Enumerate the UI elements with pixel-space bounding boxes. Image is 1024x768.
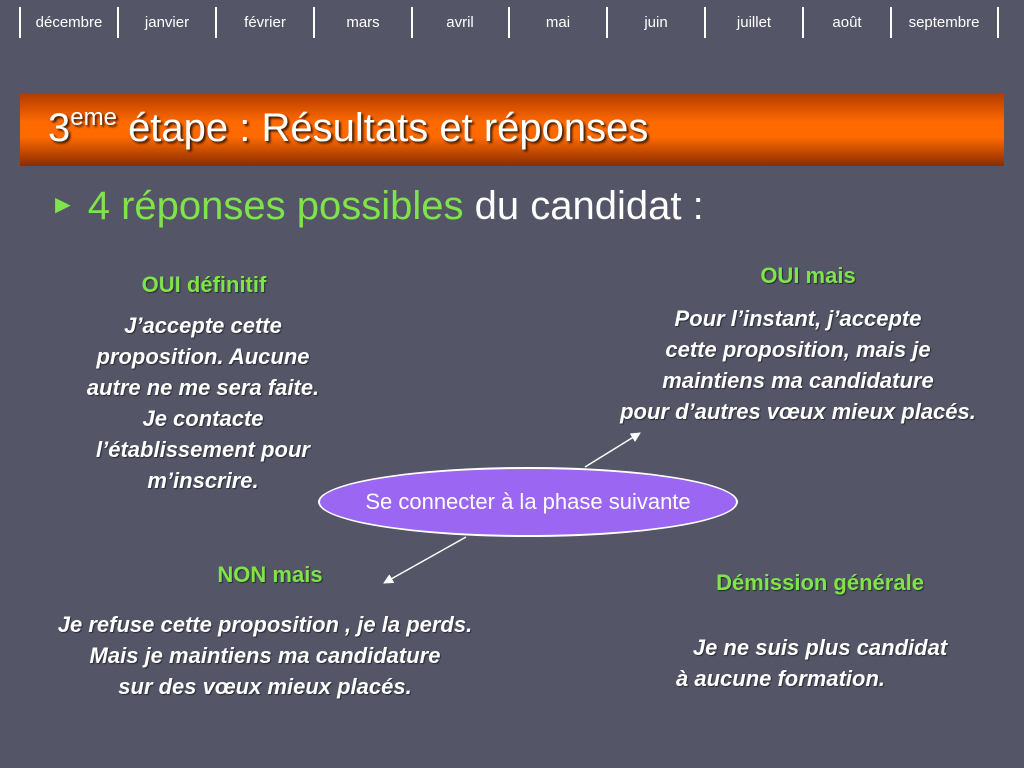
text-line: sur des vœux mieux placés. xyxy=(118,674,412,699)
demission-text xyxy=(660,632,980,694)
text-line: Je ne suis plus candidat xyxy=(692,635,948,660)
title-text: étape : Résultats et réponses xyxy=(128,106,649,150)
title-superscript: eme xyxy=(70,104,117,131)
text-line: J’accepte cette xyxy=(124,313,282,338)
month-tab-janvier[interactable]: janvier xyxy=(144,14,190,31)
month-tab-fevrier[interactable]: février xyxy=(244,14,286,31)
text-line: Pour l’instant, j’accepte xyxy=(674,306,922,331)
month-tab-decembre[interactable]: décembre xyxy=(35,14,103,31)
text-line: pour d’autres vœux mieux placés. xyxy=(620,399,976,424)
text-line: maintiens ma candidature xyxy=(662,368,934,393)
non-mais-text xyxy=(4,609,526,702)
text-line: Je refuse cette proposition , je la perds. xyxy=(57,612,473,637)
text-line: Mais je maintiens ma candidature xyxy=(89,643,441,668)
center-label: Se connecter à la phase suivante xyxy=(365,489,691,514)
oui-definitif-heading: OUI définitif xyxy=(141,272,267,297)
text-line: proposition. Aucune xyxy=(96,344,310,369)
text-line: l’établissement pour xyxy=(96,437,310,462)
oui-definitif-text xyxy=(40,310,366,496)
month-tab-juin[interactable]: juin xyxy=(644,14,668,31)
subtitle-rest: du candidat : xyxy=(463,184,704,228)
month-tab-mars[interactable]: mars xyxy=(346,14,380,31)
non-mais-heading: NON mais xyxy=(217,562,323,587)
text-line: m’inscrire. xyxy=(147,468,259,493)
month-tab-avril[interactable]: avril xyxy=(446,14,474,31)
text-line: cette proposition, mais je xyxy=(665,337,931,362)
demission-heading: Démission générale xyxy=(716,570,924,595)
text-line: à aucune formation. xyxy=(676,666,886,691)
arrow-to-oui-mais xyxy=(585,433,640,467)
month-tab-mai[interactable]: mai xyxy=(545,14,571,31)
subtitle-highlight: 4 réponses possibles xyxy=(87,184,464,228)
center-ellipse xyxy=(318,467,738,537)
month-tab-juillet[interactable]: juillet xyxy=(736,14,772,31)
bullet-arrow-icon: ► xyxy=(50,189,76,219)
text-line: Je contacte xyxy=(142,406,264,431)
title-number: 3 xyxy=(48,106,71,150)
month-tab-septembre[interactable]: septembre xyxy=(908,14,980,31)
month-tab-aout[interactable]: août xyxy=(832,14,862,31)
arrow-to-non-mais xyxy=(384,537,466,583)
oui-mais-text xyxy=(575,303,1021,427)
text-line: autre ne me sera faite. xyxy=(86,375,320,400)
oui-mais-heading: OUI mais xyxy=(760,263,856,288)
